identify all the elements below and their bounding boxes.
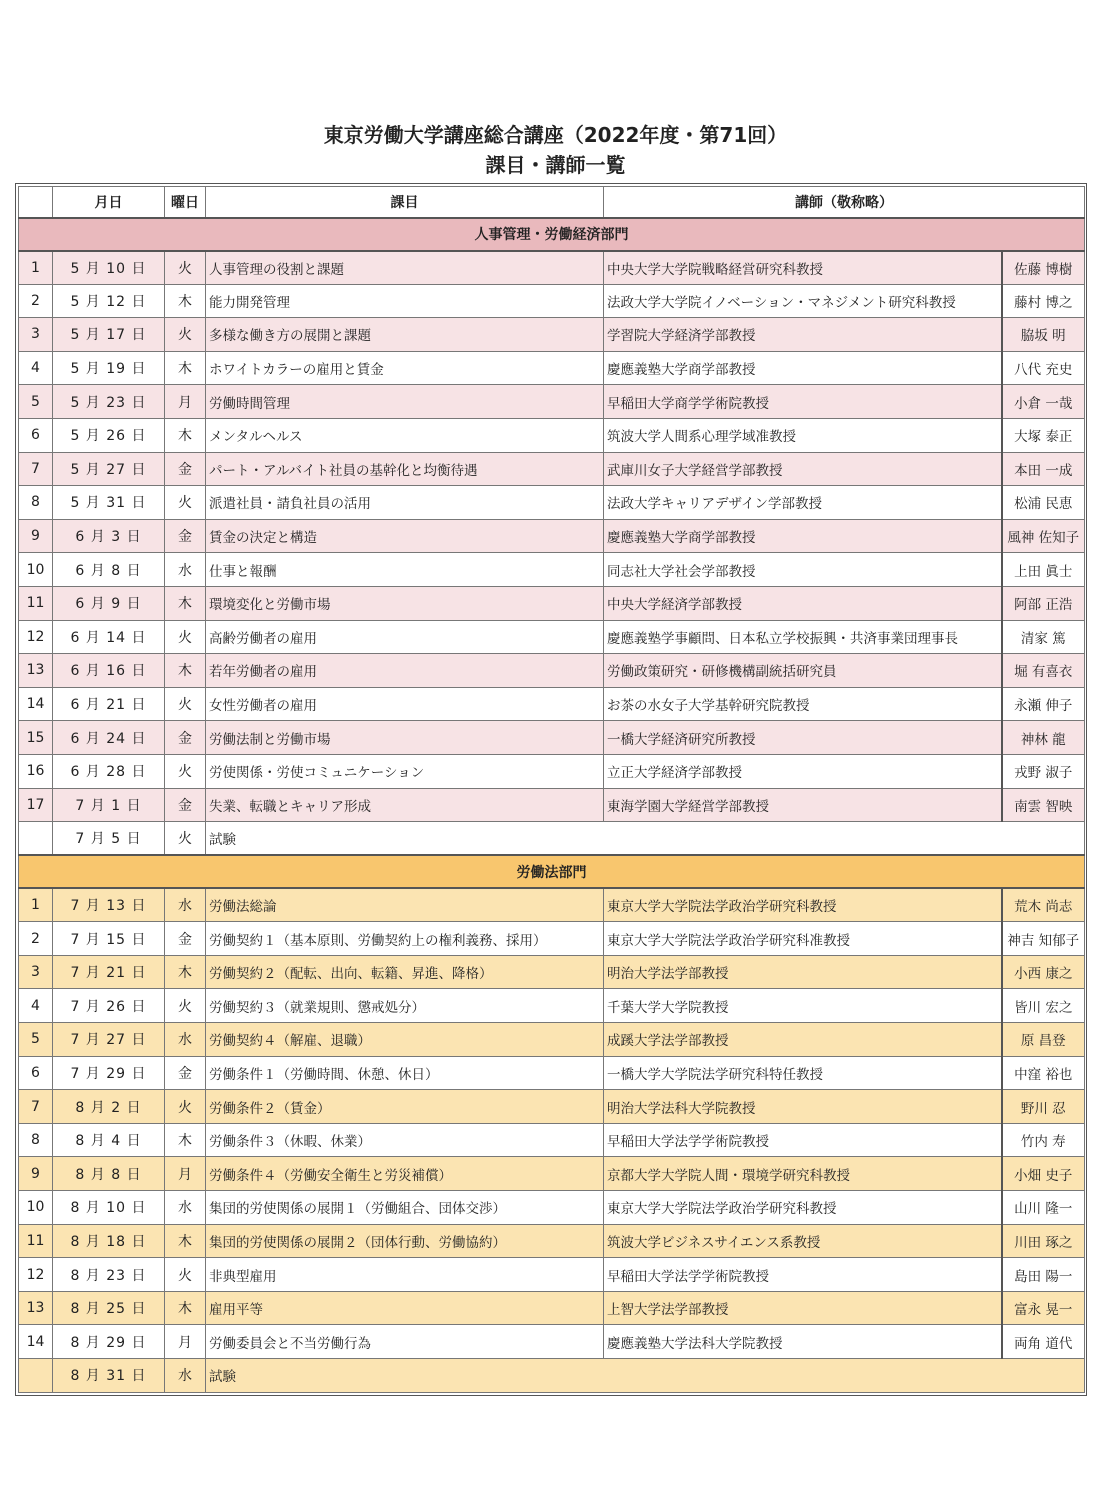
row-lecturer-name: 小倉 一哉 [1002, 385, 1085, 419]
row-subject: 人事管理の役割と課題 [206, 251, 604, 285]
row-subject: 試験 [206, 822, 1085, 856]
row-number [19, 1359, 53, 1393]
row-number: 11 [19, 1224, 53, 1258]
row-lecturer-name: 藤村 博之 [1002, 284, 1085, 318]
row-affiliation: 法政大学キャリアデザイン学部教授 [604, 486, 1002, 520]
document-title: 東京労働大学講座総合講座（2022年度・第71回） [323, 123, 788, 147]
row-date: 7 月 26 日 [53, 989, 165, 1023]
row-subject: 労働法制と労働市場 [206, 721, 604, 755]
row-subject: 仕事と報酬 [206, 553, 604, 587]
row-subject: 環境変化と労働市場 [206, 586, 604, 620]
row-subject: 失業、転職とキャリア形成 [206, 788, 604, 822]
row-affiliation: 東京大学大学院法学政治学研究科教授 [604, 888, 1002, 922]
section-title: 労働法部門 [19, 855, 1085, 888]
row-number: 3 [19, 955, 53, 989]
row-number: 14 [19, 1325, 53, 1359]
row-weekday: 木 [165, 351, 206, 385]
row-affiliation: 慶應義塾大学法科大学院教授 [604, 1325, 1002, 1359]
table-row [19, 1056, 1085, 1090]
row-lecturer-name: 川田 琢之 [1002, 1224, 1085, 1258]
row-lecturer-name: 原 昌登 [1002, 1023, 1085, 1057]
table-row [19, 586, 1085, 620]
row-date: 8 月 2 日 [53, 1090, 165, 1124]
row-affiliation: 東海学園大学経営学部教授 [604, 788, 1002, 822]
table-row [19, 1359, 1085, 1393]
row-weekday: 火 [165, 486, 206, 520]
row-affiliation: 一橋大学経済研究所教授 [604, 721, 1002, 755]
row-affiliation: 一橋大学大学院法学研究科特任教授 [604, 1056, 1002, 1090]
row-subject: 非典型雇用 [206, 1258, 604, 1292]
row-affiliation: 成蹊大学法学部教授 [604, 1023, 1002, 1057]
row-weekday: 木 [165, 284, 206, 318]
row-affiliation: 筑波大学ビジネスサイエンス系教授 [604, 1224, 1002, 1258]
row-number: 6 [19, 1056, 53, 1090]
row-lecturer-name: 上田 眞士 [1002, 553, 1085, 587]
row-number: 12 [19, 620, 53, 654]
row-subject: パート・アルバイト社員の基幹化と均衡待遇 [206, 452, 604, 486]
row-number: 11 [19, 586, 53, 620]
row-subject: 労働条件３（休暇、休業） [206, 1123, 604, 1157]
row-lecturer-name: 脇坂 明 [1002, 318, 1085, 352]
row-subject: メンタルヘルス [206, 418, 604, 452]
row-lecturer-name: 清家 篤 [1002, 620, 1085, 654]
row-number [19, 822, 53, 856]
row-date: 8 月 31 日 [53, 1359, 165, 1393]
row-weekday: 木 [165, 418, 206, 452]
row-number: 14 [19, 687, 53, 721]
row-lecturer-name: 島田 陽一 [1002, 1258, 1085, 1292]
table-row [19, 251, 1085, 285]
row-affiliation: 明治大学法学部教授 [604, 955, 1002, 989]
row-number: 4 [19, 989, 53, 1023]
header-no [19, 187, 53, 218]
row-weekday: 月 [165, 1157, 206, 1191]
row-subject: 労働委員会と不当労働行為 [206, 1325, 604, 1359]
row-weekday: 火 [165, 1090, 206, 1124]
row-lecturer-name: 荒木 尚志 [1002, 888, 1085, 922]
row-affiliation: 千葉大学大学院教授 [604, 989, 1002, 1023]
row-weekday: 火 [165, 687, 206, 721]
row-date: 7 月 1 日 [53, 788, 165, 822]
row-number: 7 [19, 452, 53, 486]
row-number: 12 [19, 1258, 53, 1292]
row-number: 8 [19, 1123, 53, 1157]
row-subject: 労働契約４（解雇、退職） [206, 1023, 604, 1057]
row-weekday: 火 [165, 318, 206, 352]
table-row [19, 822, 1085, 856]
row-subject: 労使関係・労使コミュニケーション [206, 754, 604, 788]
table-row [19, 418, 1085, 452]
row-date: 8 月 18 日 [53, 1224, 165, 1258]
row-date: 6 月 14 日 [53, 620, 165, 654]
row-date: 6 月 21 日 [53, 687, 165, 721]
row-subject: 労働条件４（労働安全衛生と労災補償） [206, 1157, 604, 1191]
row-date: 5 月 19 日 [53, 351, 165, 385]
row-subject: 労働法総論 [206, 888, 604, 922]
row-date: 8 月 23 日 [53, 1258, 165, 1292]
row-date: 6 月 9 日 [53, 586, 165, 620]
row-affiliation: 東京大学大学院法学政治学研究科教授 [604, 1191, 1002, 1225]
row-lecturer-name: 南雲 智映 [1002, 788, 1085, 822]
row-subject: 派遣社員・請負社員の活用 [206, 486, 604, 520]
table-row [19, 888, 1085, 922]
row-date: 8 月 29 日 [53, 1325, 165, 1359]
row-subject: 能力開発管理 [206, 284, 604, 318]
table-row [19, 922, 1085, 956]
table-row [19, 452, 1085, 486]
table-row [19, 721, 1085, 755]
row-number: 5 [19, 1023, 53, 1057]
row-affiliation: 同志社大学社会学部教授 [604, 553, 1002, 587]
row-affiliation: 中央大学大学院戦略経営研究科教授 [604, 251, 1002, 285]
row-date: 5 月 23 日 [53, 385, 165, 419]
table-row [19, 989, 1085, 1023]
row-weekday: 金 [165, 922, 206, 956]
row-affiliation: 京都大学大学院人間・環境学研究科教授 [604, 1157, 1002, 1191]
row-lecturer-name: 阿部 正浩 [1002, 586, 1085, 620]
row-weekday: 水 [165, 1359, 206, 1393]
row-affiliation: 慶應義塾大学商学部教授 [604, 519, 1002, 553]
row-lecturer-name: 風神 佐知子 [1002, 519, 1085, 553]
table-row [19, 318, 1085, 352]
schedule-table-frame [15, 183, 1087, 1396]
row-date: 8 月 25 日 [53, 1291, 165, 1325]
row-number: 1 [19, 888, 53, 922]
row-lecturer-name: 神林 龍 [1002, 721, 1085, 755]
table-row [19, 1291, 1085, 1325]
table-row [19, 385, 1085, 419]
row-subject: 高齢労働者の雇用 [206, 620, 604, 654]
row-weekday: 火 [165, 1258, 206, 1292]
table-row [19, 1258, 1085, 1292]
table-row [19, 754, 1085, 788]
row-lecturer-name: 戎野 淑子 [1002, 754, 1085, 788]
row-lecturer-name: 本田 一成 [1002, 452, 1085, 486]
row-number: 10 [19, 553, 53, 587]
row-number: 7 [19, 1090, 53, 1124]
table-row [19, 1191, 1085, 1225]
row-subject: 雇用平等 [206, 1291, 604, 1325]
table-row [19, 553, 1085, 587]
row-weekday: 水 [165, 1023, 206, 1057]
row-affiliation: 早稲田大学法学学術院教授 [604, 1258, 1002, 1292]
row-lecturer-name: 野川 忍 [1002, 1090, 1085, 1124]
row-lecturer-name: 大塚 泰正 [1002, 418, 1085, 452]
row-weekday: 木 [165, 1123, 206, 1157]
row-number: 1 [19, 251, 53, 285]
row-subject: 労働契約３（就業規則、懲戒処分） [206, 989, 604, 1023]
row-weekday: 金 [165, 721, 206, 755]
row-date: 7 月 13 日 [53, 888, 165, 922]
row-lecturer-name: 中窪 裕也 [1002, 1056, 1085, 1090]
row-date: 8 月 4 日 [53, 1123, 165, 1157]
row-weekday: 木 [165, 955, 206, 989]
row-number: 9 [19, 1157, 53, 1191]
row-subject: 女性労働者の雇用 [206, 687, 604, 721]
header-subject: 課目 [206, 187, 604, 218]
row-date: 8 月 8 日 [53, 1157, 165, 1191]
row-weekday: 火 [165, 754, 206, 788]
row-subject: 若年労働者の雇用 [206, 654, 604, 688]
row-weekday: 月 [165, 1325, 206, 1359]
row-number: 4 [19, 351, 53, 385]
row-lecturer-name: 竹内 寿 [1002, 1123, 1085, 1157]
row-weekday: 火 [165, 822, 206, 856]
row-number: 13 [19, 1291, 53, 1325]
row-date: 7 月 15 日 [53, 922, 165, 956]
row-number: 15 [19, 721, 53, 755]
row-date: 5 月 31 日 [53, 486, 165, 520]
row-affiliation: 明治大学法科大学院教授 [604, 1090, 1002, 1124]
row-subject: 労働時間管理 [206, 385, 604, 419]
row-number: 8 [19, 486, 53, 520]
row-subject: 多様な働き方の展開と課題 [206, 318, 604, 352]
row-weekday: 金 [165, 519, 206, 553]
row-weekday: 金 [165, 1056, 206, 1090]
row-lecturer-name: 松浦 民恵 [1002, 486, 1085, 520]
row-number: 9 [19, 519, 53, 553]
section-header-row [19, 218, 1085, 251]
row-weekday: 金 [165, 452, 206, 486]
row-subject: 賃金の決定と構造 [206, 519, 604, 553]
row-date: 5 月 12 日 [53, 284, 165, 318]
row-weekday: 火 [165, 620, 206, 654]
row-affiliation: 立正大学経済学部教授 [604, 754, 1002, 788]
row-affiliation: 早稲田大学法学学術院教授 [604, 1123, 1002, 1157]
row-date: 5 月 10 日 [53, 251, 165, 285]
section-title: 人事管理・労働経済部門 [19, 218, 1085, 251]
row-affiliation: 東京大学大学院法学政治学研究科准教授 [604, 922, 1002, 956]
table-row [19, 654, 1085, 688]
table-row [19, 1123, 1085, 1157]
row-date: 7 月 5 日 [53, 822, 165, 856]
row-weekday: 火 [165, 251, 206, 285]
document-subtitle: 課目・講師一覧 [485, 153, 626, 177]
row-subject: 労働契約１（基本原則、労働契約上の権利義務、採用） [206, 922, 604, 956]
row-number: 2 [19, 284, 53, 318]
row-weekday: 火 [165, 989, 206, 1023]
row-lecturer-name: 小畑 史子 [1002, 1157, 1085, 1191]
row-lecturer-name: 神吉 知郁子 [1002, 922, 1085, 956]
row-number: 13 [19, 654, 53, 688]
row-date: 5 月 26 日 [53, 418, 165, 452]
table-row [19, 687, 1085, 721]
row-date: 7 月 21 日 [53, 955, 165, 989]
table-row [19, 1090, 1085, 1124]
row-weekday: 水 [165, 1191, 206, 1225]
header-row [19, 187, 1085, 218]
table-row [19, 1325, 1085, 1359]
row-lecturer-name: 八代 充史 [1002, 351, 1085, 385]
row-affiliation: 中央大学経済学部教授 [604, 586, 1002, 620]
row-affiliation: 慶應義塾学事顧問、日本私立学校振興・共済事業団理事長 [604, 620, 1002, 654]
table-row [19, 351, 1085, 385]
row-number: 10 [19, 1191, 53, 1225]
header-lecturer: 講師（敬称略） [604, 187, 1085, 218]
row-subject: 労働契約２（配転、出向、転籍、昇進、降格） [206, 955, 604, 989]
row-date: 6 月 24 日 [53, 721, 165, 755]
row-affiliation: お茶の水女子大学基幹研究院教授 [604, 687, 1002, 721]
schedule-body [19, 218, 1085, 1393]
row-lecturer-name: 永瀬 伸子 [1002, 687, 1085, 721]
row-number: 5 [19, 385, 53, 419]
row-subject: 労働条件１（労働時間、休憩、休日） [206, 1056, 604, 1090]
table-row [19, 955, 1085, 989]
row-lecturer-name: 富永 晃一 [1002, 1291, 1085, 1325]
row-subject: 労働条件２（賃金） [206, 1090, 604, 1124]
row-lecturer-name: 山川 隆一 [1002, 1191, 1085, 1225]
table-row [19, 1157, 1085, 1191]
row-lecturer-name: 堀 有喜衣 [1002, 654, 1085, 688]
row-affiliation: 慶應義塾大学商学部教授 [604, 351, 1002, 385]
row-weekday: 木 [165, 586, 206, 620]
row-number: 16 [19, 754, 53, 788]
row-weekday: 水 [165, 553, 206, 587]
header-date: 月日 [53, 187, 165, 218]
row-date: 6 月 8 日 [53, 553, 165, 587]
row-number: 2 [19, 922, 53, 956]
row-weekday: 木 [165, 654, 206, 688]
row-lecturer-name: 皆川 宏之 [1002, 989, 1085, 1023]
row-date: 5 月 27 日 [53, 452, 165, 486]
row-date: 6 月 3 日 [53, 519, 165, 553]
row-date: 8 月 10 日 [53, 1191, 165, 1225]
row-lecturer-name: 両角 道代 [1002, 1325, 1085, 1359]
table-row [19, 1023, 1085, 1057]
row-subject: ホワイトカラーの雇用と賃金 [206, 351, 604, 385]
row-affiliation: 筑波大学人間系心理学域准教授 [604, 418, 1002, 452]
row-subject: 試験 [206, 1359, 1085, 1393]
table-row [19, 284, 1085, 318]
row-subject: 集団的労使関係の展開１（労働組合、団体交渉） [206, 1191, 604, 1225]
row-number: 6 [19, 418, 53, 452]
row-affiliation: 学習院大学経済学部教授 [604, 318, 1002, 352]
row-weekday: 木 [165, 1291, 206, 1325]
row-affiliation: 法政大学大学院イノベーション・マネジメント研究科教授 [604, 284, 1002, 318]
row-affiliation: 労働政策研究・研修機構副統括研究員 [604, 654, 1002, 688]
row-affiliation: 早稲田大学商学学術院教授 [604, 385, 1002, 419]
row-affiliation: 上智大学法学部教授 [604, 1291, 1002, 1325]
table-row [19, 788, 1085, 822]
row-affiliation: 武庫川女子大学経営学部教授 [604, 452, 1002, 486]
row-weekday: 金 [165, 788, 206, 822]
row-number: 17 [19, 788, 53, 822]
document-header [0, 120, 1111, 180]
row-date: 7 月 27 日 [53, 1023, 165, 1057]
table-row [19, 519, 1085, 553]
row-weekday: 木 [165, 1224, 206, 1258]
row-weekday: 水 [165, 888, 206, 922]
schedule-table [18, 186, 1085, 1393]
row-subject: 集団的労使関係の展開２（団体行動、労働協約） [206, 1224, 604, 1258]
header-day: 曜日 [165, 187, 206, 218]
row-lecturer-name: 小西 康之 [1002, 955, 1085, 989]
row-weekday: 月 [165, 385, 206, 419]
row-date: 6 月 28 日 [53, 754, 165, 788]
row-number: 3 [19, 318, 53, 352]
row-lecturer-name: 佐藤 博樹 [1002, 251, 1085, 285]
table-row [19, 486, 1085, 520]
row-date: 5 月 17 日 [53, 318, 165, 352]
table-row [19, 1224, 1085, 1258]
row-date: 6 月 16 日 [53, 654, 165, 688]
table-row [19, 620, 1085, 654]
section-header-row [19, 855, 1085, 888]
row-date: 7 月 29 日 [53, 1056, 165, 1090]
